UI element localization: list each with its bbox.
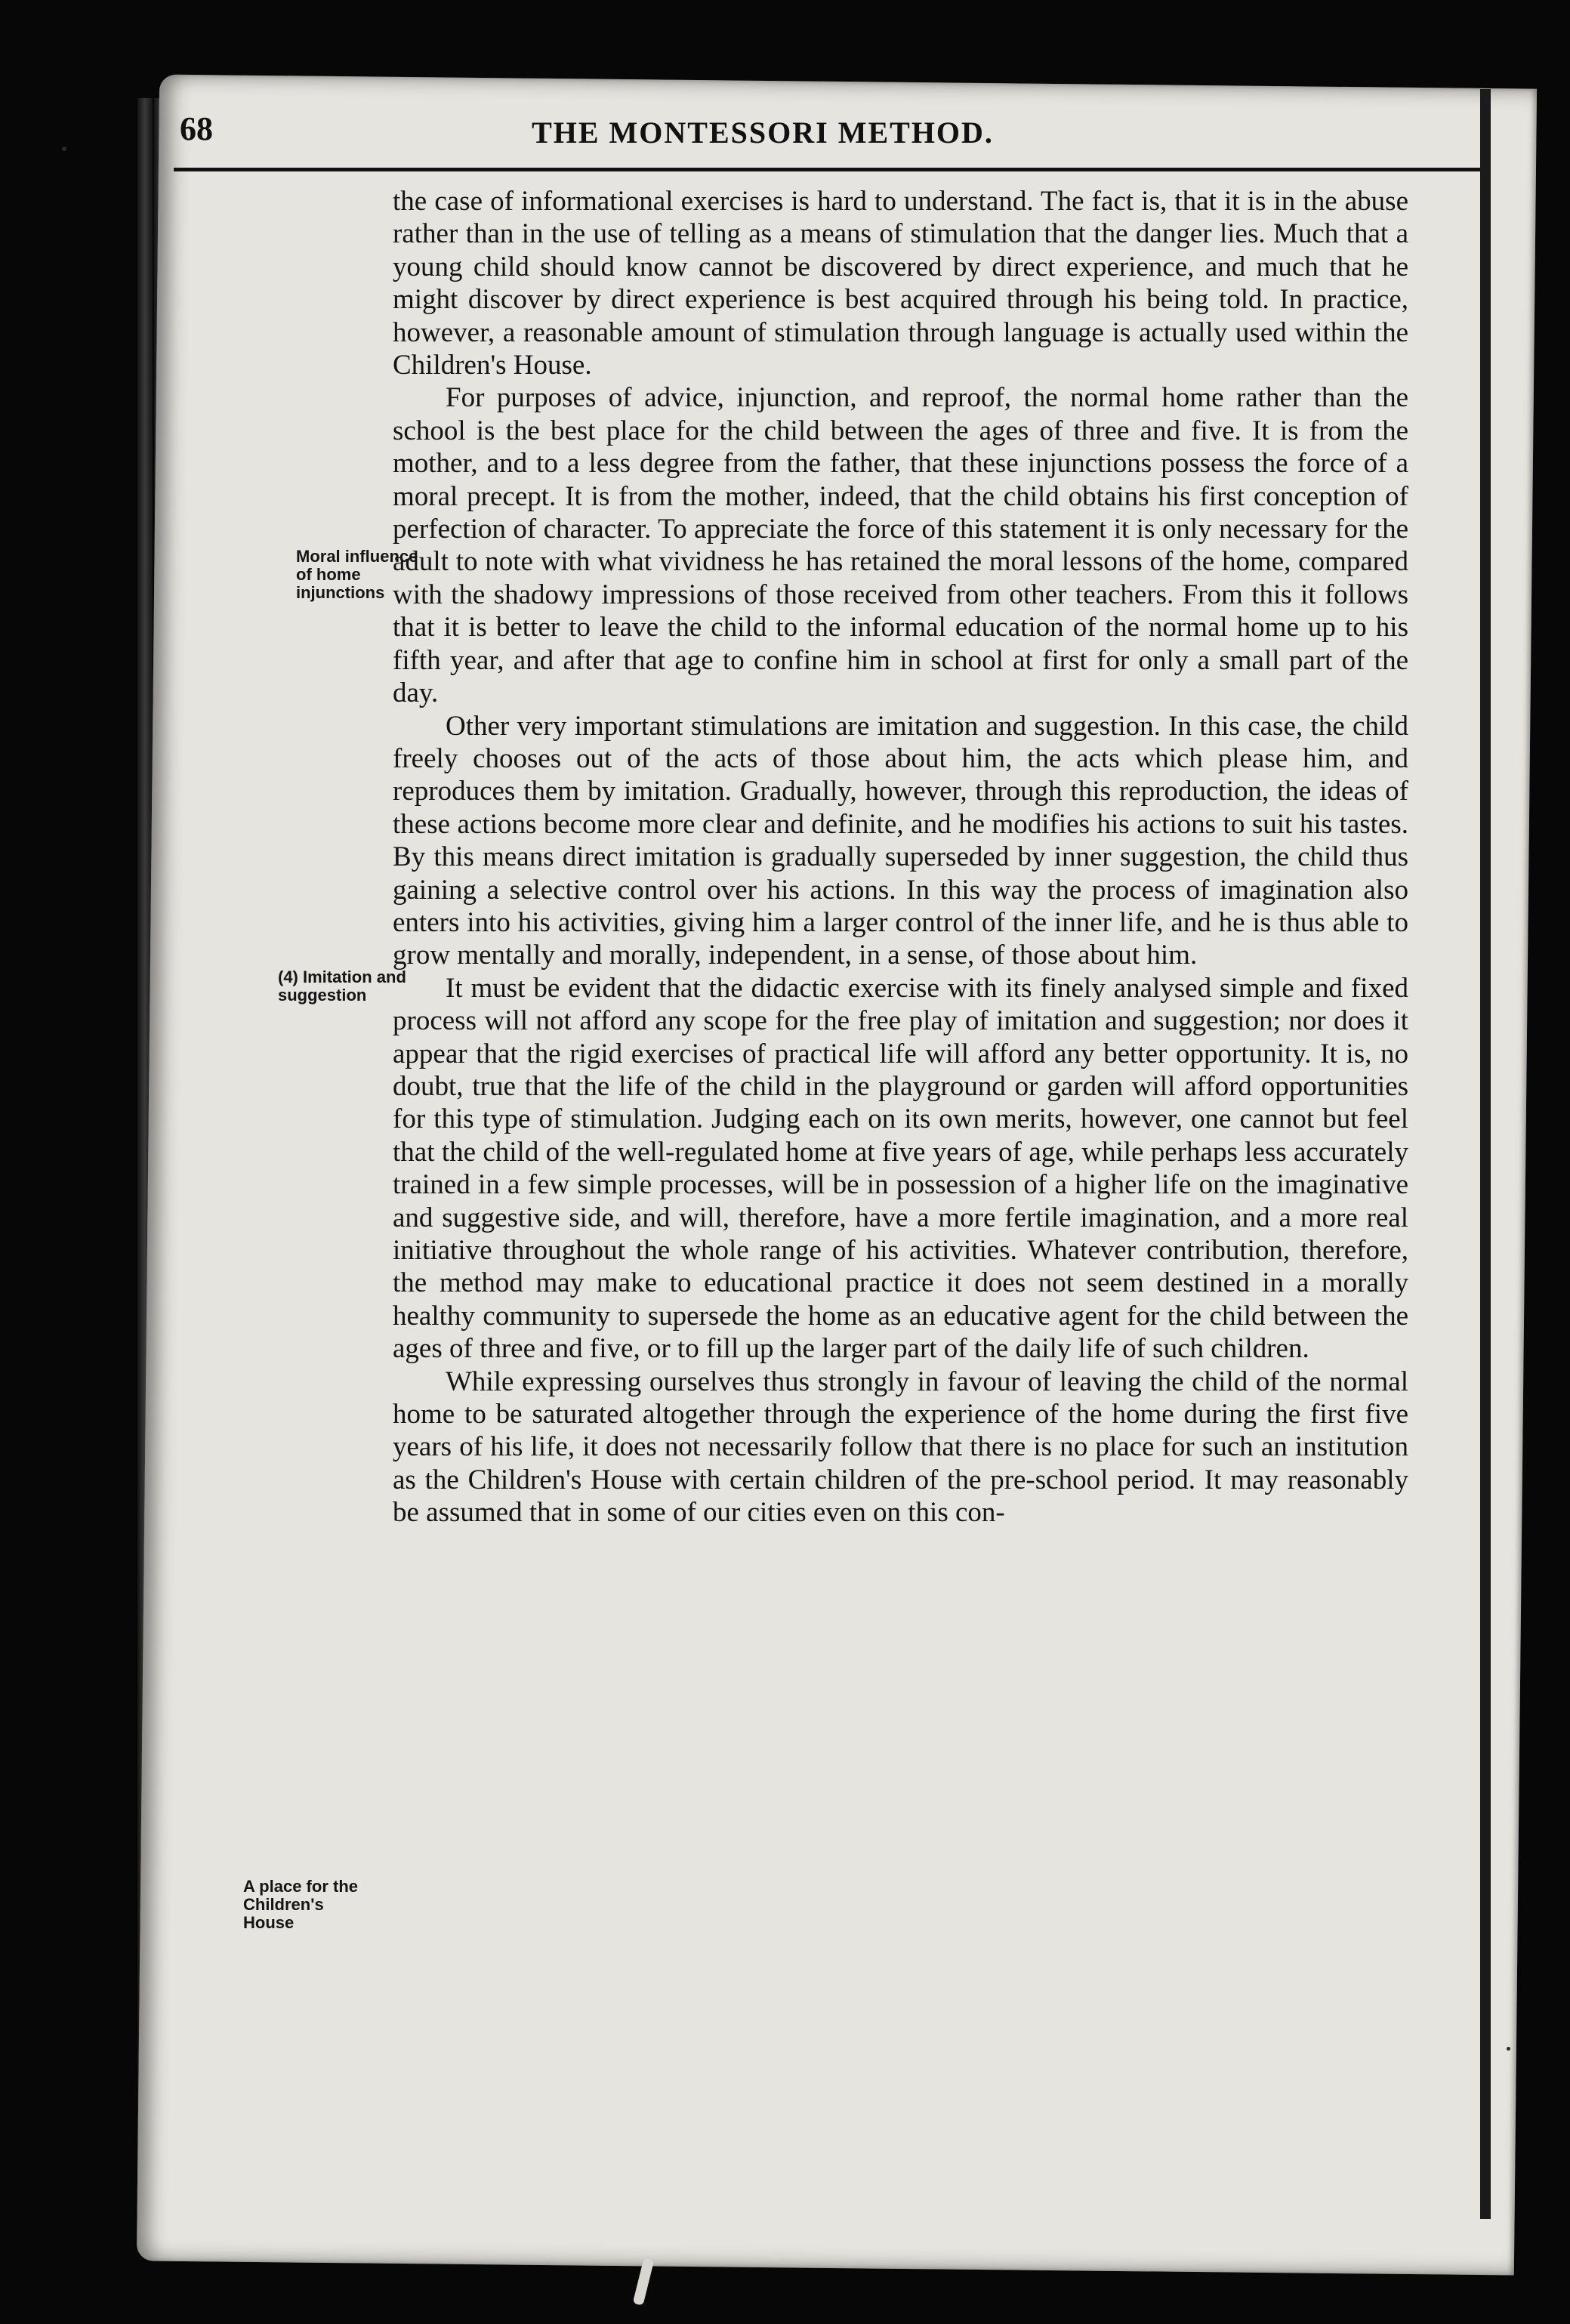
page-right-edge [1480, 89, 1491, 2219]
paragraph: For purposes of advice, injunction, and reproof, the normal home rather than the school is the best place for the child between the ages of three and five. It is from the mother, and to a less degree from the father, that these injunctions possess the force of a moral precept. It is from the mother, indeed, that the child obtains his first conception of perfection of character. To appreciate the force of this statement it is only necessary for the adult to note with what vividness he has retained the moral lessons of the home, compared with the shadowy impressions of those received from other teachers. From this it follows that it is better to leave the child to the informal education of the normal home up to his fifth year, and after that age to confine him in school at first for only a small part of the day. [393, 382, 1408, 709]
paragraph: Other very important stimulations are imitation and suggestion. In this case, the child freely chooses out of the acts of those about him, the acts which please him, and reproduces them by imitation. Gradually, however, through this reproduction, the ideas of these actions become more clear and definite, and he modifies his actions to suit his tastes. By this means direct imitation is gradually superseded by inner suggestion, the child thus gaining a selective control over his actions. In this way the process of imagination also enters into his activities, giving him a larger control of the inner life, and he is thus able to grow mentally and morally, independent, in a sense, of those about him. [393, 710, 1408, 971]
paragraph: It must be evident that the didactic exercise with its finely analysed simple and fixed process will not afford any scope for the free play of imitation and suggestion; nor does it appear that the rigid exercises of practical life will afford any better opportunity. It is, no doubt, true that the life of the child in the playground or garden will afford opportunities for this type of stimulation. Judging each on its own merits, however, one cannot but feel that the child of the well-regulated home at five years of age, while perhaps less accurately trained in a few simple processes, will be in possession of a higher life on the imaginative and suggestive side, and will, therefore, have a more fertile imagination, and a more real initiative throughout the whole range of his activities. Whatever contribution, therefore, the method may make to educational practice it does not seem destined in a morally healthy community to supersede the home as an educative agent for the child between the ages of three and five, or to fill up the larger part of the daily life of such children. [393, 972, 1408, 1365]
margin-note-moral-influence: Moral influence of home injunctions [296, 547, 418, 602]
speck-mark [62, 147, 66, 151]
body-text [393, 185, 1408, 1529]
speck-mark [1507, 2047, 1510, 2051]
header-rule [174, 168, 1480, 171]
running-title: THE MONTESSORI METHOD. [532, 116, 994, 150]
paragraph: the case of informational exercises is hard to understand. The fact is, that it is in the abuse rather than in the use of telling as a means of stimulation that the danger lies. Much that a young child should know cannot be discovered by direct experience, and much that he might discover by direct experience is best acquired through his being told. In practice, however, a reasonable amount of stimulation through language is actually used within the Children's House. [393, 186, 1408, 381]
margin-note-imitation: (4) Imitation and suggestion [278, 968, 406, 1005]
margin-note-place: A place for the Children's House [243, 1877, 358, 1932]
paragraph: While expressing ourselves thus strongly in favour of leaving the child of the normal home to be saturated altogether through the experience of the home during the first five years of his life, it does not necessarily follow that there is no place for such an institution as the Children's House with certain children of the pre-school period. It may reasonably be assumed that in some of our cities even on this con- [393, 1366, 1408, 1529]
page-number: 68 [180, 110, 213, 147]
